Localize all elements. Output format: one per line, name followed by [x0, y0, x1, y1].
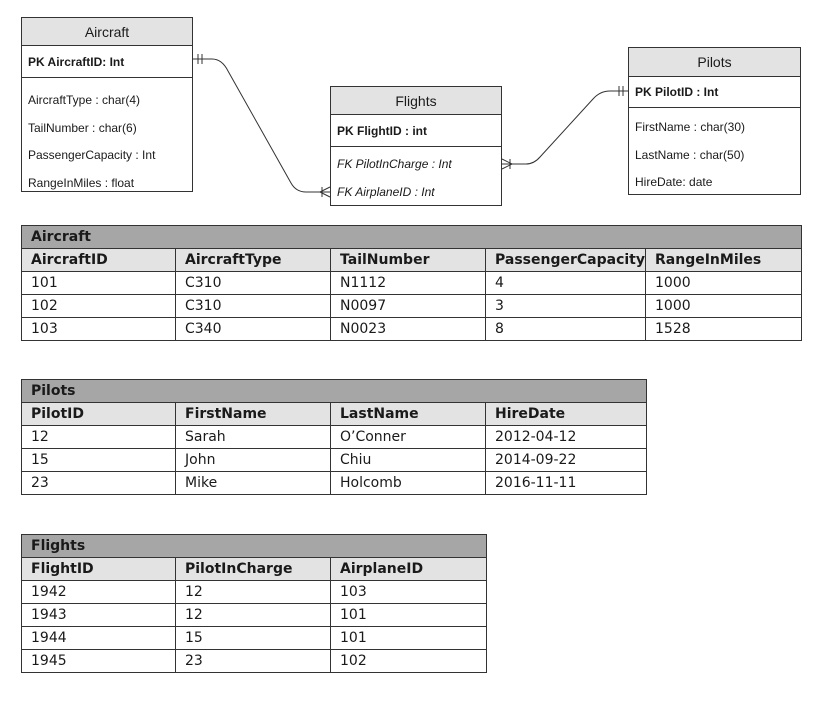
attribute-list — [22, 78, 192, 201]
column-header: FlightID — [22, 558, 176, 581]
primary-key: PK PilotID : Int — [629, 77, 800, 108]
table-header-row — [22, 558, 487, 581]
table-cell: 1945 — [22, 650, 176, 673]
column-header: HireDate — [486, 403, 647, 426]
table-header-row — [22, 249, 802, 272]
table-caption: Flights — [22, 535, 487, 558]
table-row — [22, 272, 802, 295]
attribute: AircraftType : char(4) — [28, 93, 141, 107]
pilots-flights-line — [502, 91, 628, 164]
table-cell: O’Conner — [331, 426, 486, 449]
foreign-key: FK AirplaneID : Int — [337, 185, 435, 199]
table-row — [22, 581, 487, 604]
table-header-row — [22, 403, 647, 426]
table-cell: 101 — [331, 627, 487, 650]
column-header: PilotID — [22, 403, 176, 426]
entity-flights — [330, 86, 502, 206]
table-cell: 1944 — [22, 627, 176, 650]
column-header: PilotInCharge — [176, 558, 331, 581]
attribute: TailNumber : char(6) — [28, 120, 137, 135]
column-header: AircraftID — [22, 249, 176, 272]
table-cell: Chiu — [331, 449, 486, 472]
table-cell: N0097 — [331, 295, 486, 318]
table-cell: 15 — [176, 627, 331, 650]
table-cell: C340 — [176, 318, 331, 341]
aircraft-table — [21, 225, 802, 341]
attribute: FirstName : char(30) — [635, 120, 746, 134]
table-cell: 4 — [486, 272, 646, 295]
table-cell: 23 — [176, 650, 331, 673]
table-caption: Aircraft — [22, 226, 802, 249]
column-header: AirplaneID — [331, 558, 487, 581]
table-cell: N0023 — [331, 318, 486, 341]
entity-title: Aircraft — [22, 18, 192, 46]
table-cell: John — [176, 449, 331, 472]
table-cell: 2016-11-11 — [486, 472, 647, 495]
table-cell: C310 — [176, 295, 331, 318]
table-cell: 12 — [176, 604, 331, 627]
column-header: RangeInMiles — [646, 249, 802, 272]
column-header: FirstName — [176, 403, 331, 426]
table-cell: 1943 — [22, 604, 176, 627]
table-cell: 23 — [22, 472, 176, 495]
pilots-table — [21, 379, 647, 495]
entity-title: Flights — [331, 87, 501, 115]
table-cell: 103 — [331, 581, 487, 604]
table-row — [22, 650, 487, 673]
table-cell: Holcomb — [331, 472, 486, 495]
attribute: HireDate: date — [635, 175, 713, 189]
entity-pilots — [628, 47, 801, 195]
table-cell: Mike — [176, 472, 331, 495]
column-header: AircraftType — [176, 249, 331, 272]
table-cell: N1112 — [331, 272, 486, 295]
attribute: LastName : char(50) — [635, 147, 745, 162]
table-cell: 1000 — [646, 295, 802, 318]
aircraft-flights-line — [193, 59, 330, 192]
column-header: PassengerCapacity — [486, 249, 646, 272]
table-cell: 2014-09-22 — [486, 449, 647, 472]
table-cell: 1942 — [22, 581, 176, 604]
table-row — [22, 295, 802, 318]
table-caption: Pilots — [22, 380, 647, 403]
table-cell: 15 — [22, 449, 176, 472]
flights-table — [21, 534, 487, 673]
primary-key: PK FlightID : int — [331, 115, 501, 147]
column-header: LastName — [331, 403, 486, 426]
table-cell: Sarah — [176, 426, 331, 449]
table-cell: C310 — [176, 272, 331, 295]
table-row — [22, 426, 647, 449]
primary-key: PK AircraftID: Int — [22, 46, 192, 78]
table-cell: 8 — [486, 318, 646, 341]
table-row — [22, 604, 487, 627]
table-cell: 3 — [486, 295, 646, 318]
table-cell: 101 — [22, 272, 176, 295]
table-cell: 102 — [22, 295, 176, 318]
table-row — [22, 318, 802, 341]
attribute: RangeInMiles : float — [28, 176, 135, 191]
table-cell: 103 — [22, 318, 176, 341]
entity-aircraft — [21, 17, 193, 192]
foreign-key: FK PilotInCharge : Int — [337, 157, 452, 171]
table-cell: 2012-04-12 — [486, 426, 647, 449]
table-cell: 12 — [22, 426, 176, 449]
table-cell: 12 — [176, 581, 331, 604]
attribute: PassengerCapacity : Int — [28, 148, 156, 163]
attribute-list — [331, 147, 501, 209]
table-cell: 1528 — [646, 318, 802, 341]
table-row — [22, 627, 487, 650]
table-cell: 102 — [331, 650, 487, 673]
column-header: TailNumber — [331, 249, 486, 272]
entity-title: Pilots — [629, 48, 800, 77]
table-row — [22, 472, 647, 495]
table-cell: 101 — [331, 604, 487, 627]
attribute-list — [629, 108, 800, 200]
table-row — [22, 449, 647, 472]
table-cell: 1000 — [646, 272, 802, 295]
